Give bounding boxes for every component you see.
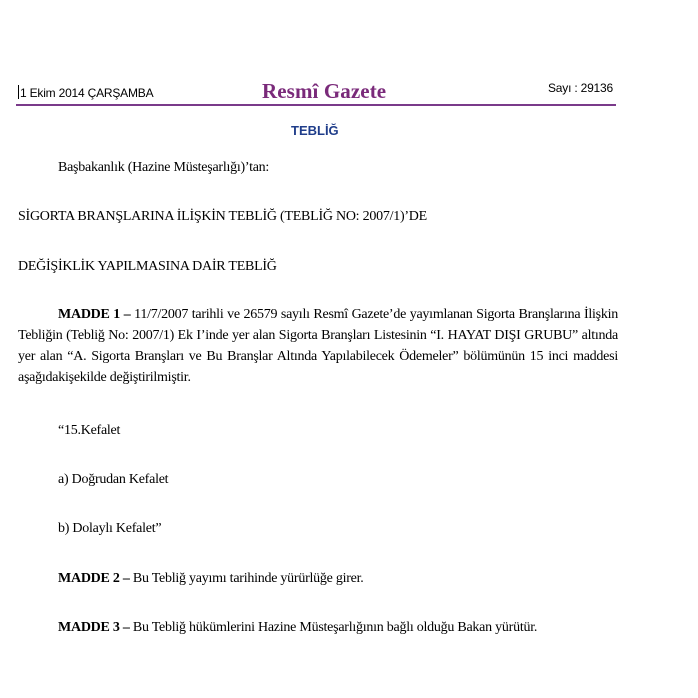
header-date-text: 1 Ekim 2014 ÇARŞAMBA [20,86,154,100]
item-a: a) Doğrudan Kefalet [58,472,169,487]
text-cursor [18,85,19,99]
header-divider [16,104,616,106]
article-3-label: MADDE 3 – [58,620,130,635]
article-2-label: MADDE 2 – [58,571,130,586]
regulation-title-line-2: DEĞİŞİKLİK YAPILMASINA DAİR TEBLİĞ [18,259,277,274]
issuer-line: Başbakanlık (Hazine Müsteşarlığı)’tan: [58,160,270,175]
article-3-text: Bu Tebliğ hükümlerini Hazine Müsteşarlığının bağlı olduğu Bakan yürütür. [129,620,538,635]
article-1-text: 11/7/2007 tarihli ve 26579 sayılı Resmî Gazete’de yayımlanan Sigorta Branşlarına İlişkin Tebliğin (Tebliğ No: 2007/1) Ek I’inde yer alan Sigorta Branşları Listesinin “I. HAYAT DIŞI GRUBU” altında yer alan “A. Sigorta Branşları ve Bu Branşlar Altında Yapılabilecek Ödemeler” bölümünün 15 inci maddesi aşağıdakişekilde değiştirilmiştir. [18,307,618,385]
article-2-text: Bu Tebliğ yayımı tarihinde yürürlüğe girer. [129,571,364,586]
article-1 [18,304,618,388]
page-header [0,0,698,110]
section-title: TEBLİĞ [291,123,339,138]
article-3 [58,618,537,638]
article-1-label: MADDE 1 – [58,307,131,322]
header-date [18,85,153,100]
issue-number: Sayı : 29136 [548,81,613,95]
article-2 [58,569,364,589]
gazette-name: Resmî Gazete [262,79,387,103]
item-heading: “15.Kefalet [58,423,121,438]
regulation-title-line-1: SİGORTA BRANŞLARINA İLİŞKİN TEBLİĞ (TEBLİĞ NO: 2007/1)’DE [18,209,427,224]
item-b: b) Dolaylı Kefalet” [58,521,162,536]
